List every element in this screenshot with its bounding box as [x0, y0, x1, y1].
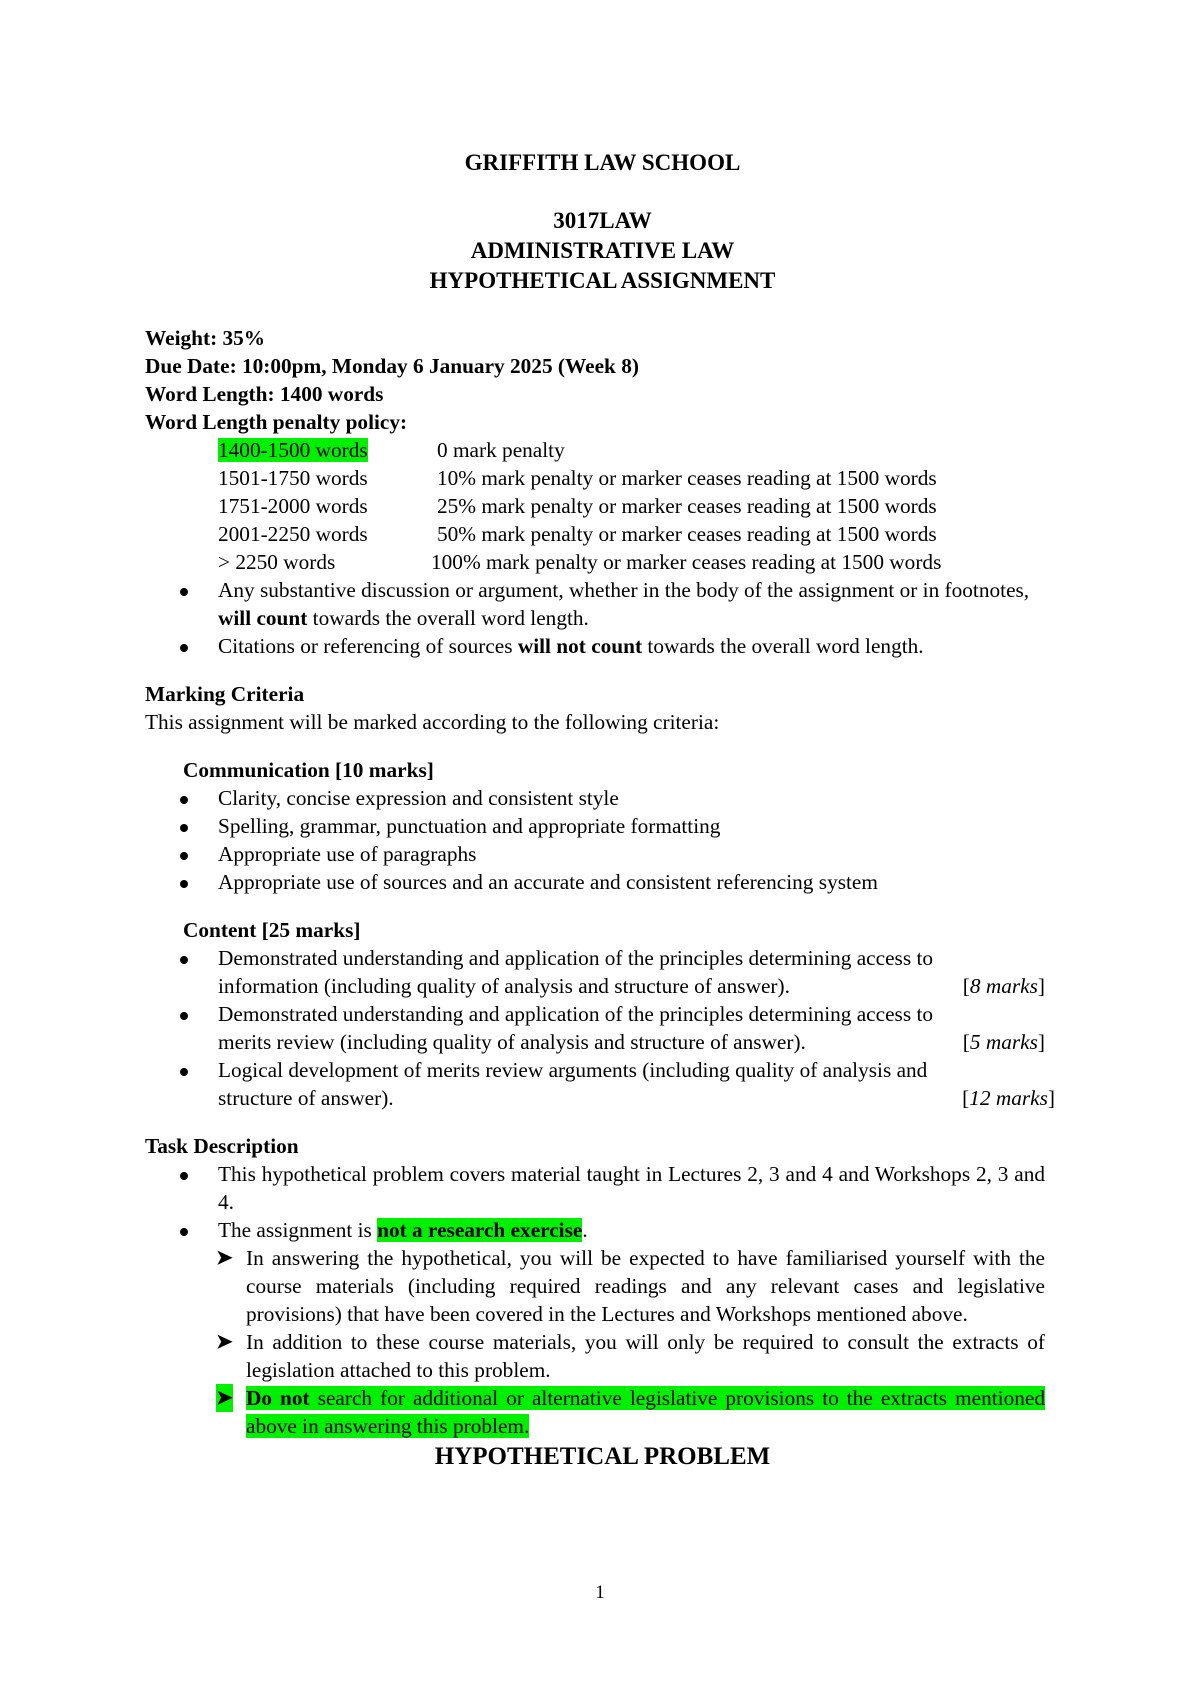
penalty-words: 1751-2000 words: [218, 494, 368, 518]
bullet-icon: [180, 1228, 188, 1236]
bullet-icon: [180, 852, 188, 860]
penalty-row: [145, 436, 1060, 464]
communication-item: Appropriate use of paragraphs: [145, 840, 1060, 868]
hypothetical-problem-title: HYPOTHETICAL PROBLEM: [434, 1443, 771, 1470]
bullet-icon: [180, 824, 188, 832]
bullet-icon: [180, 796, 188, 804]
penalty-value: 25% mark penalty or marker ceases reading at 1500 words: [437, 494, 937, 518]
content-heading: Content [25 marks]: [183, 918, 361, 942]
communication-item: Appropriate use of sources and an accurate and consistent referencing system: [145, 868, 1060, 896]
penalty-words: > 2250 words: [218, 550, 336, 574]
weight-line: Weight: 35%: [145, 326, 266, 350]
marks-label: [5 marks]: [962, 1030, 1045, 1054]
task-subitem: ➤ In answering the hypothetical, you will be expected to have familiarised yourself with the course materials (including required readings and any relevant cases and legislative provisions) that have been covered in the Lectures and Workshops mentioned above.: [216, 1246, 1045, 1326]
school-title: GRIFFITH LAW SCHOOL: [464, 150, 741, 175]
bullet-icon: [180, 880, 188, 888]
task-subitem: ➤ In addition to these course materials, you will only be required to consult the extracts of legislation attached to this problem.: [216, 1330, 1045, 1382]
arrow-bullet-icon: ➤: [216, 1331, 233, 1353]
penalty-value: 10% mark penalty or marker ceases reading at 1500 words: [437, 466, 937, 490]
course-name: ADMINISTRATIVE LAW: [470, 238, 735, 263]
content-item: Demonstrated understanding and application of the principles determining access to merits review (including quality of analysis and structure of answer). [5 marks]: [145, 1000, 1060, 1056]
word-length-line: Word Length: 1400 words: [145, 382, 384, 406]
penalty-policy-label: Word Length penalty policy:: [145, 410, 408, 434]
assignment-title: HYPOTHETICAL ASSIGNMENT: [429, 268, 776, 293]
bullet-icon: [180, 956, 188, 964]
marking-criteria-heading: Marking Criteria: [145, 682, 305, 706]
word-rule-item: Citations or referencing of sources will not count towards the overall word length.: [145, 632, 1060, 660]
penalty-value: 100% mark penalty or marker ceases reading at 1500 words: [431, 550, 942, 574]
penalty-row: [145, 492, 1060, 520]
task-item: This hypothetical problem covers material taught in Lectures 2, 3 and 4 and Workshops 2, 3 and 4.: [145, 1160, 1060, 1216]
content-item: Logical development of merits review arguments (including quality of analysis and structure of answer). [12 marks]: [145, 1056, 1060, 1112]
penalty-value: 50% mark penalty or marker ceases reading at 1500 words: [437, 522, 937, 546]
word-rule-item: Any substantive discussion or argument, whether in the body of the assignment or in footnotes, will count towards the overall word length.: [145, 576, 1060, 632]
task-item: The assignment is not a research exercise.: [145, 1216, 1060, 1244]
marks-label: [8 marks]: [962, 974, 1045, 998]
penalty-words: 1501-1750 words: [218, 466, 368, 490]
marks-label: [12 marks]: [962, 1086, 1055, 1110]
due-date-line: Due Date: 10:00pm, Monday 6 January 2025 (Week 8): [145, 354, 639, 378]
arrow-bullet-icon: ➤: [216, 1247, 233, 1269]
bullet-icon: [180, 1068, 188, 1076]
communication-heading: Communication [10 marks]: [183, 758, 434, 782]
communication-item: Clarity, concise expression and consistent style: [145, 784, 1060, 812]
marking-intro: This assignment will be marked according to the following criteria:: [145, 710, 720, 734]
bullet-icon: [180, 588, 188, 596]
penalty-words: 1400-1500 words: [218, 438, 368, 462]
bullet-icon: [180, 1012, 188, 1020]
task-subitem-highlighted: ➤ Do not search for additional or alternative legislative provisions to the extracts mentioned above in answering this problem.: [216, 1386, 1045, 1438]
bullet-icon: [180, 1172, 188, 1180]
course-code: 3017LAW: [553, 208, 652, 233]
penalty-row: [145, 464, 1060, 492]
communication-item: Spelling, grammar, punctuation and appropriate formatting: [145, 812, 1060, 840]
penalty-row: [145, 520, 1060, 548]
document-body: [145, 148, 1060, 1472]
penalty-value: 0 mark penalty: [437, 438, 565, 462]
penalty-row: [145, 548, 1060, 576]
penalty-words: 2001-2250 words: [218, 522, 368, 546]
content-item: Demonstrated understanding and application of the principles determining access to information (including quality of analysis and structure of answer). [8 marks]: [145, 944, 1060, 1000]
arrow-bullet-icon: ➤: [216, 1384, 233, 1412]
bullet-icon: [180, 644, 188, 652]
page-number: 1: [595, 1582, 605, 1603]
task-description-heading: Task Description: [145, 1134, 299, 1158]
